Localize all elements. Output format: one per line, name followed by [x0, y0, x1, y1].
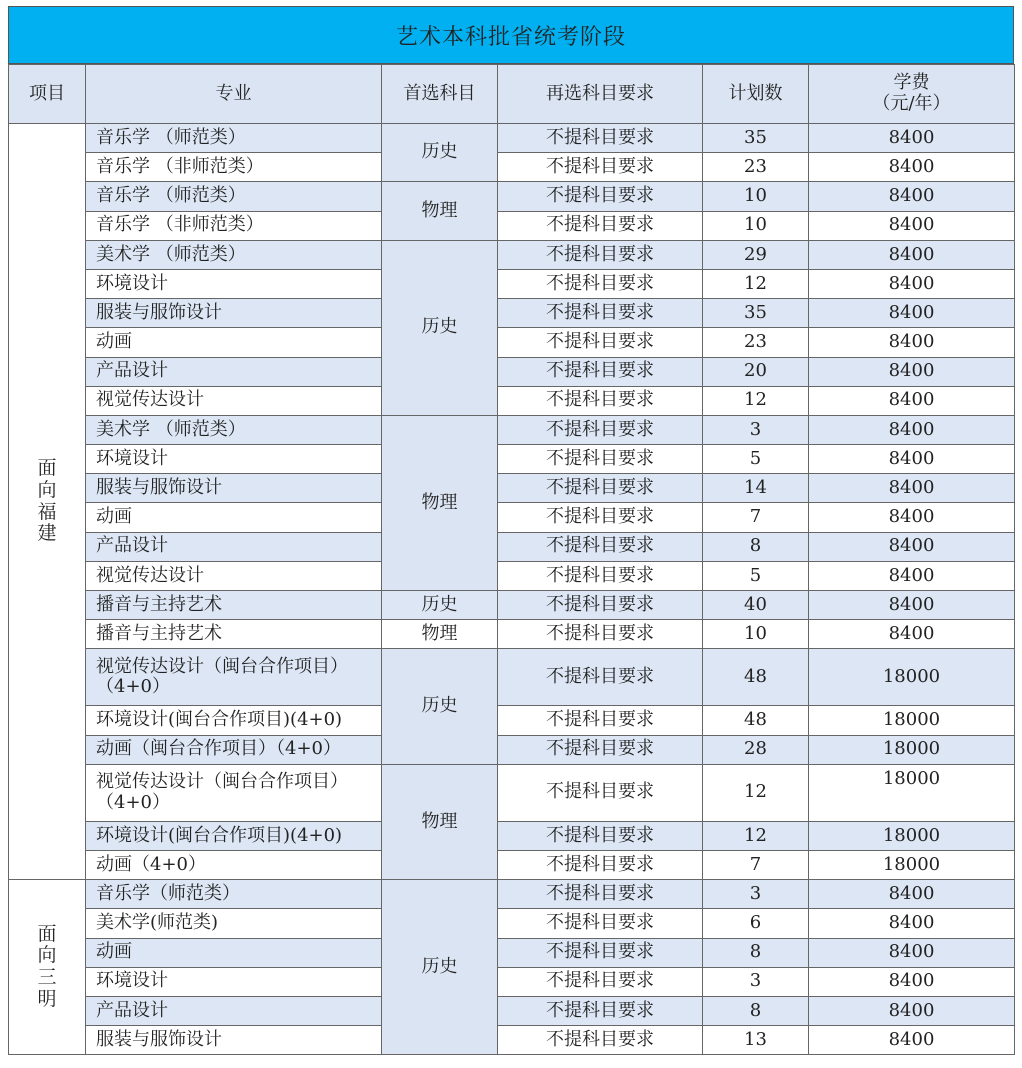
plan-cell: 23 — [703, 328, 809, 357]
plan-cell: 8 — [703, 532, 809, 561]
plan-cell: 35 — [703, 124, 809, 153]
primary-subject-cell: 历史 — [382, 649, 498, 764]
major-cell: 音乐学 （师范类） — [86, 124, 382, 153]
plan-cell: 10 — [703, 211, 809, 240]
plan-cell: 20 — [703, 357, 809, 386]
major-cell: 动画（闽台合作项目）（4+0） — [86, 735, 382, 764]
table-row — [9, 620, 1015, 649]
requirement-cell: 不提科目要求 — [498, 532, 703, 561]
plan-cell: 3 — [703, 880, 809, 909]
plan-cell: 12 — [703, 386, 809, 415]
plan-cell: 3 — [703, 415, 809, 444]
table-row — [9, 474, 1015, 503]
plan-cell: 6 — [703, 909, 809, 938]
plan-cell: 12 — [703, 269, 809, 298]
primary-subject-cell: 物理 — [382, 182, 498, 240]
primary-subject-cell: 历史 — [382, 880, 498, 1055]
table-row — [9, 503, 1015, 532]
fee-cell: 8400 — [809, 967, 1015, 996]
major-cell: 动画 — [86, 938, 382, 967]
major-cell: 环境设计 — [86, 269, 382, 298]
major-cell: 环境设计(闽台合作项目)(4+0) — [86, 706, 382, 735]
table-row — [9, 561, 1015, 590]
major-cell: 环境设计 — [86, 445, 382, 474]
fee-cell: 8400 — [809, 445, 1015, 474]
requirement-cell: 不提科目要求 — [498, 357, 703, 386]
primary-subject-cell: 物理 — [382, 415, 498, 590]
table-row — [9, 386, 1015, 415]
primary-subject-cell: 历史 — [382, 591, 498, 620]
requirement-cell: 不提科目要求 — [498, 240, 703, 269]
fee-cell: 8400 — [809, 328, 1015, 357]
table-row — [9, 357, 1015, 386]
table-row — [9, 182, 1015, 211]
fee-cell: 18000 — [809, 850, 1015, 879]
fee-cell: 8400 — [809, 938, 1015, 967]
requirement-cell: 不提科目要求 — [498, 996, 703, 1025]
table-row — [9, 996, 1015, 1025]
table-row — [9, 211, 1015, 240]
requirement-cell: 不提科目要求 — [498, 124, 703, 153]
region-label: 面向福建 — [37, 456, 57, 545]
major-cell: 动画（4+0） — [86, 850, 382, 879]
fee-cell: 8400 — [809, 240, 1015, 269]
header-plan-count: 计划数 — [703, 65, 809, 124]
header-project: 项目 — [9, 65, 86, 124]
plan-cell: 10 — [703, 182, 809, 211]
primary-subject-cell: 历史 — [382, 124, 498, 182]
table-row — [9, 269, 1015, 298]
fee-cell: 8400 — [809, 996, 1015, 1025]
plan-cell: 12 — [703, 821, 809, 850]
fee-cell: 18000 — [809, 764, 1015, 821]
major-cell: 服装与服饰设计 — [86, 299, 382, 328]
plan-cell: 5 — [703, 561, 809, 590]
major-cell: 动画 — [86, 328, 382, 357]
major-cell: 音乐学 （师范类） — [86, 182, 382, 211]
requirement-cell: 不提科目要求 — [498, 850, 703, 879]
requirement-cell: 不提科目要求 — [498, 474, 703, 503]
fee-cell: 8400 — [809, 415, 1015, 444]
major-cell: 视觉传达设计 — [86, 561, 382, 590]
fee-cell: 8400 — [809, 561, 1015, 590]
table-row — [9, 706, 1015, 735]
major-cell: 音乐学 （非师范类） — [86, 211, 382, 240]
table-row — [9, 415, 1015, 444]
requirement-cell: 不提科目要求 — [498, 328, 703, 357]
requirement-cell: 不提科目要求 — [498, 735, 703, 764]
fee-cell: 8400 — [809, 386, 1015, 415]
requirement-cell: 不提科目要求 — [498, 620, 703, 649]
major-cell: 产品设计 — [86, 996, 382, 1025]
requirement-cell: 不提科目要求 — [498, 909, 703, 938]
requirement-cell: 不提科目要求 — [498, 967, 703, 996]
major-cell: 美术学 （师范类） — [86, 415, 382, 444]
requirement-cell: 不提科目要求 — [498, 182, 703, 211]
table-row — [9, 764, 1015, 821]
plan-cell: 13 — [703, 1026, 809, 1055]
enrollment-plan-document — [8, 6, 1014, 1055]
requirement-cell: 不提科目要求 — [498, 591, 703, 620]
fee-cell: 18000 — [809, 649, 1015, 706]
table-row — [9, 880, 1015, 909]
plan-cell: 40 — [703, 591, 809, 620]
table-row — [9, 328, 1015, 357]
major-cell: 播音与主持艺术 — [86, 620, 382, 649]
requirement-cell: 不提科目要求 — [498, 445, 703, 474]
major-cell: 音乐学 （非师范类） — [86, 153, 382, 182]
table-row — [9, 909, 1015, 938]
requirement-cell: 不提科目要求 — [498, 503, 703, 532]
requirement-cell: 不提科目要求 — [498, 386, 703, 415]
table-row — [9, 240, 1015, 269]
requirement-cell: 不提科目要求 — [498, 764, 703, 821]
requirement-cell: 不提科目要求 — [498, 880, 703, 909]
fee-cell: 8400 — [809, 1026, 1015, 1055]
requirement-cell: 不提科目要求 — [498, 153, 703, 182]
primary-subject-cell: 物理 — [382, 764, 498, 879]
major-cell: 动画 — [86, 503, 382, 532]
header-primary-subject: 首选科目 — [382, 65, 498, 124]
plan-cell: 35 — [703, 299, 809, 328]
header-row — [9, 65, 1015, 124]
plan-cell: 8 — [703, 938, 809, 967]
major-cell: 服装与服饰设计 — [86, 1026, 382, 1055]
table-row — [9, 591, 1015, 620]
plan-cell: 48 — [703, 706, 809, 735]
requirement-cell: 不提科目要求 — [498, 649, 703, 706]
table-title: 艺术本科批省统考阶段 — [8, 6, 1014, 64]
major-cell: 美术学(师范类) — [86, 909, 382, 938]
region-fujian — [9, 124, 86, 880]
table-row — [9, 532, 1015, 561]
fee-cell: 8400 — [809, 880, 1015, 909]
fee-cell: 8400 — [809, 211, 1015, 240]
plan-cell: 23 — [703, 153, 809, 182]
plan-cell: 48 — [703, 649, 809, 706]
major-cell: 音乐学（师范类） — [86, 880, 382, 909]
fee-cell: 8400 — [809, 182, 1015, 211]
fee-cell: 8400 — [809, 124, 1015, 153]
header-tuition-line1: 学费 — [893, 72, 930, 94]
region-sanming — [9, 880, 86, 1055]
table-row — [9, 967, 1015, 996]
primary-subject-cell: 物理 — [382, 620, 498, 649]
fee-cell: 8400 — [809, 620, 1015, 649]
requirement-cell: 不提科目要求 — [498, 938, 703, 967]
header-tuition — [809, 65, 1015, 124]
fee-cell: 8400 — [809, 474, 1015, 503]
requirement-cell: 不提科目要求 — [498, 561, 703, 590]
major-cell: 视觉传达设计（闽台合作项目）（4+0） — [86, 649, 382, 706]
plan-cell: 12 — [703, 764, 809, 821]
requirement-cell: 不提科目要求 — [498, 299, 703, 328]
major-cell: 视觉传达设计 — [86, 386, 382, 415]
fee-cell: 18000 — [809, 735, 1015, 764]
fee-cell: 8400 — [809, 153, 1015, 182]
requirement-cell: 不提科目要求 — [498, 415, 703, 444]
requirement-cell: 不提科目要求 — [498, 821, 703, 850]
fee-cell: 8400 — [809, 503, 1015, 532]
fee-cell: 8400 — [809, 532, 1015, 561]
plan-cell: 14 — [703, 474, 809, 503]
requirement-cell: 不提科目要求 — [498, 706, 703, 735]
fee-cell: 8400 — [809, 357, 1015, 386]
requirement-cell: 不提科目要求 — [498, 269, 703, 298]
requirement-cell: 不提科目要求 — [498, 1026, 703, 1055]
table-row — [9, 124, 1015, 153]
plan-cell: 28 — [703, 735, 809, 764]
plan-cell: 10 — [703, 620, 809, 649]
header-tuition-line2: （元/年） — [872, 93, 951, 114]
major-cell: 环境设计(闽台合作项目)(4+0) — [86, 821, 382, 850]
table-row — [9, 821, 1015, 850]
fee-cell: 8400 — [809, 299, 1015, 328]
major-cell: 服装与服饰设计 — [86, 474, 382, 503]
region-label: 面向三明 — [37, 922, 57, 1011]
table-row — [9, 153, 1015, 182]
table-row — [9, 1026, 1015, 1055]
fee-cell: 8400 — [809, 269, 1015, 298]
table-row — [9, 299, 1015, 328]
plan-cell: 5 — [703, 445, 809, 474]
major-cell: 视觉传达设计（闽台合作项目）（4+0） — [86, 764, 382, 821]
major-cell: 美术学 （师范类） — [86, 240, 382, 269]
table-row — [9, 735, 1015, 764]
primary-subject-cell: 历史 — [382, 240, 498, 415]
major-cell: 播音与主持艺术 — [86, 591, 382, 620]
table-row — [9, 649, 1015, 706]
requirement-cell: 不提科目要求 — [498, 211, 703, 240]
major-cell: 产品设计 — [86, 357, 382, 386]
plan-cell: 29 — [703, 240, 809, 269]
fee-cell: 18000 — [809, 821, 1015, 850]
plan-cell: 3 — [703, 967, 809, 996]
fee-cell: 8400 — [809, 591, 1015, 620]
plan-cell: 8 — [703, 996, 809, 1025]
plan-cell: 7 — [703, 503, 809, 532]
fee-cell: 18000 — [809, 706, 1015, 735]
table-row — [9, 850, 1015, 879]
fee-cell: 8400 — [809, 909, 1015, 938]
major-cell: 产品设计 — [86, 532, 382, 561]
plan-cell: 7 — [703, 850, 809, 879]
table-row — [9, 445, 1015, 474]
table-row — [9, 938, 1015, 967]
major-cell: 环境设计 — [86, 967, 382, 996]
enrollment-table — [8, 64, 1015, 1055]
header-secondary-requirement: 再选科目要求 — [498, 65, 703, 124]
header-major: 专业 — [86, 65, 382, 124]
